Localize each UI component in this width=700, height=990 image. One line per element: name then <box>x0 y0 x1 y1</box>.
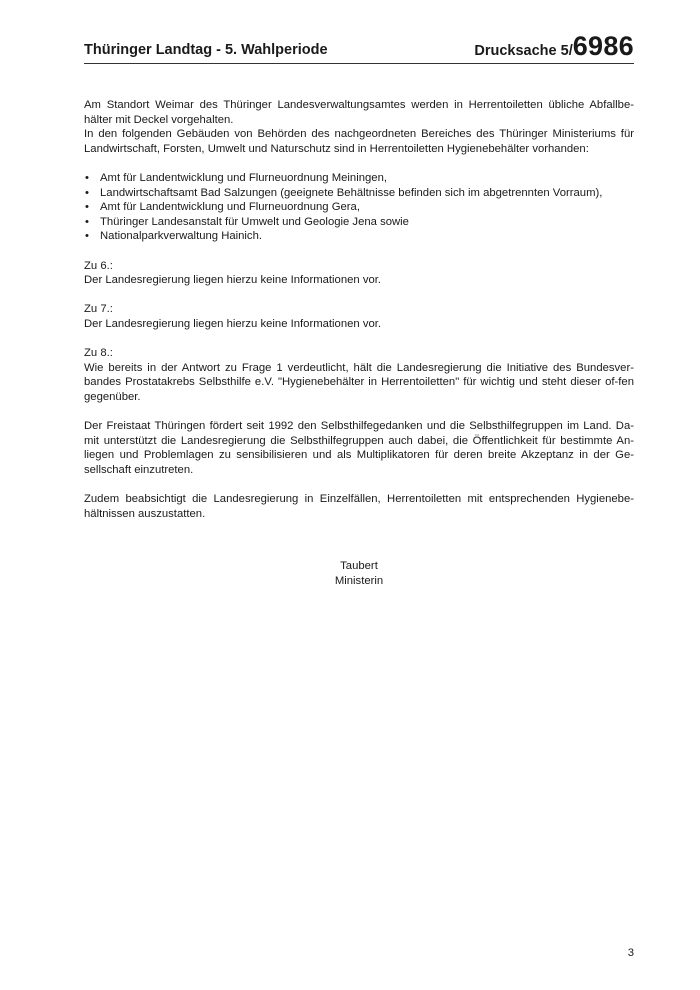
drucksache-number: 6986 <box>572 31 634 61</box>
intro-paragraph-2: In den folgenden Gebäuden von Behörden des nachgeordneten Bereiches des Thüringer Ministeriums für Landwirtschaft, Forsten, Umwelt und Naturschutz sind in Herrentoiletten Hygienebehälter vorhanden: <box>84 128 634 155</box>
bullet-icon: • <box>85 171 89 184</box>
bullet-icon: • <box>85 201 89 214</box>
freistaat-paragraph: Der Freistaat Thüringen fördert seit 1992 den Selbsthilfegedanken und die Selbsthilfegruppen im Land. Da-mit unterstützt die Landesregierung die Selbsthilfegruppen auch dabei, die Öffentlichkeit für bestimmte An-liegen und Problemlagen zu sensibilisieren und als Multiplikatoren für deren breite Akzeptanz in der Ge-sellschaft einzutreten. <box>84 420 634 476</box>
spacer <box>84 288 634 303</box>
answer-6-text: Der Landesregierung liegen hierzu keine Informationen vor. <box>84 274 382 287</box>
list-item <box>84 186 634 201</box>
list-item <box>84 200 634 215</box>
answer-7-text: Der Landesregierung liegen hierzu keine Informationen vor. <box>84 317 382 330</box>
bullet-icon: • <box>85 186 89 199</box>
answer-7-label: Zu 7.: <box>84 303 113 316</box>
list-item-text: Nationalparkverwaltung Hainich. <box>100 230 263 243</box>
spacer <box>84 156 634 171</box>
page-header <box>84 30 634 64</box>
drucksache-reference <box>474 31 634 62</box>
signature-block <box>84 559 634 588</box>
signatory-role: Ministerin <box>334 574 384 587</box>
bullet-icon: • <box>85 230 89 243</box>
list-item <box>84 229 634 244</box>
answer-8-label: Zu 8.: <box>84 347 113 360</box>
authorities-list <box>84 171 634 244</box>
spacer <box>84 244 634 259</box>
answer-8-text: Wie bereits in der Antwort zu Frage 1 verdeutlicht, hält die Landesregierung die Initiative des Bundesver-bandes Prostatakrebs Selbsthilfe e.V. "Hygienebehälter in Herrentoiletten" für wichtig und steht dieser of-fen gegenüber. <box>84 361 634 403</box>
spacer <box>84 404 634 419</box>
document-body <box>84 98 634 521</box>
drucksache-label: Drucksache 5/ <box>474 43 573 59</box>
bullet-icon: • <box>85 215 89 228</box>
spacer <box>84 332 634 347</box>
list-item-text: Amt für Landentwicklung und Flurneuordnung Meiningen, <box>100 171 387 184</box>
zudem-paragraph: Zudem beabsichtigt die Landesregierung in Einzelfällen, Herrentoiletten mit entsprechenden Hygienebe-hältnissen auszustatten. <box>84 493 634 520</box>
parliament-title: Thüringer Landtag - 5. Wahlperiode <box>84 42 328 58</box>
intro-paragraph-1: Am Standort Weimar des Thüringer Landesverwaltungsamtes werden in Herrentoiletten übliche Abfallbe-hälter mit Deckel vorgehalten. <box>84 99 634 126</box>
answer-6-label: Zu 6.: <box>84 259 113 272</box>
spacer <box>84 477 634 492</box>
list-item-text: Thüringer Landesanstalt für Umwelt und Geologie Jena sowie <box>100 215 409 228</box>
signatory-name: Taubert <box>340 560 378 572</box>
header-divider <box>84 63 634 64</box>
page-number: 3 <box>627 947 634 959</box>
list-item-text: Landwirtschaftsamt Bad Salzungen (geeignete Behältnisse befinden sich im abgetrennten Vorraum), <box>100 186 603 199</box>
list-item-text: Amt für Landentwicklung und Flurneuordnung Gera, <box>100 201 360 214</box>
list-item <box>84 171 634 186</box>
list-item <box>84 215 634 230</box>
